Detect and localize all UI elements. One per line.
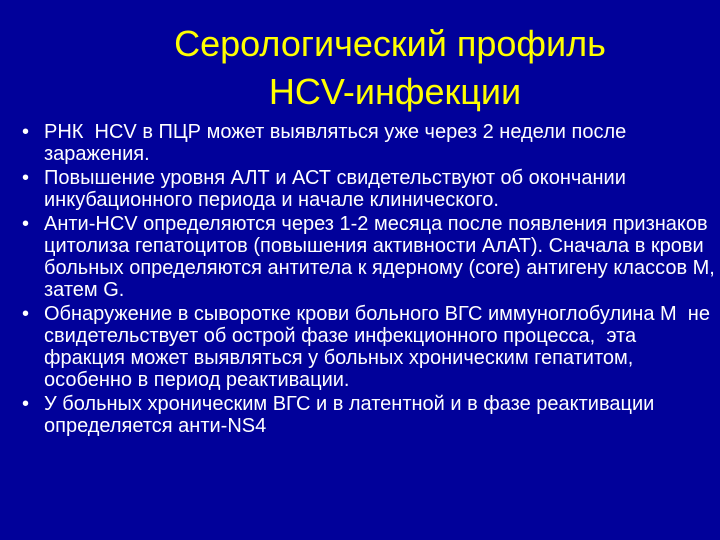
bullet-icon: • bbox=[22, 167, 30, 189]
bullet-item bbox=[22, 393, 718, 437]
bullet-icon: • bbox=[22, 213, 30, 235]
bullet-icon: • bbox=[22, 303, 30, 325]
bullet-text: Анти-HCV определяются через 1-2 месяца после появления признаков цитолиза гепатоцитов (повышения активности АлАТ). Сначала в крови больных определяются антитела к ядерному (core) антигену классов М, затем G. bbox=[44, 213, 720, 301]
bullet-item bbox=[22, 167, 718, 211]
bullet-icon: • bbox=[22, 393, 30, 415]
bullet-icon: • bbox=[22, 121, 30, 143]
bullet-list bbox=[22, 121, 718, 439]
bullet-text: Повышение уровня АЛТ и АСТ свидетельствуют об окончании инкубационного периода и начале клинического. bbox=[44, 167, 632, 211]
bullet-item bbox=[22, 303, 718, 391]
slide-title bbox=[0, 20, 720, 116]
title-line-2: HCV-инфекции bbox=[268, 71, 522, 112]
bullet-text: РНК HCV в ПЦР может выявляться уже через 2 недели после заражения. bbox=[44, 121, 632, 165]
bullet-text: У больных хроническим ВГС и в латентной и в фазе реактивации определяется анти-NS4 bbox=[44, 393, 660, 437]
title-line-1: Серологический профиль bbox=[174, 23, 606, 64]
bullet-text: Обнаружение в сыворотке крови больного ВГС иммуноглобулина М не свидетельствует об острой фазе инфекционного процесса, эта фракция может выявляться у больных хроническим гепатитом, особенно в период реактивации. bbox=[44, 303, 716, 391]
bullet-item bbox=[22, 213, 718, 301]
bullet-item bbox=[22, 121, 718, 165]
